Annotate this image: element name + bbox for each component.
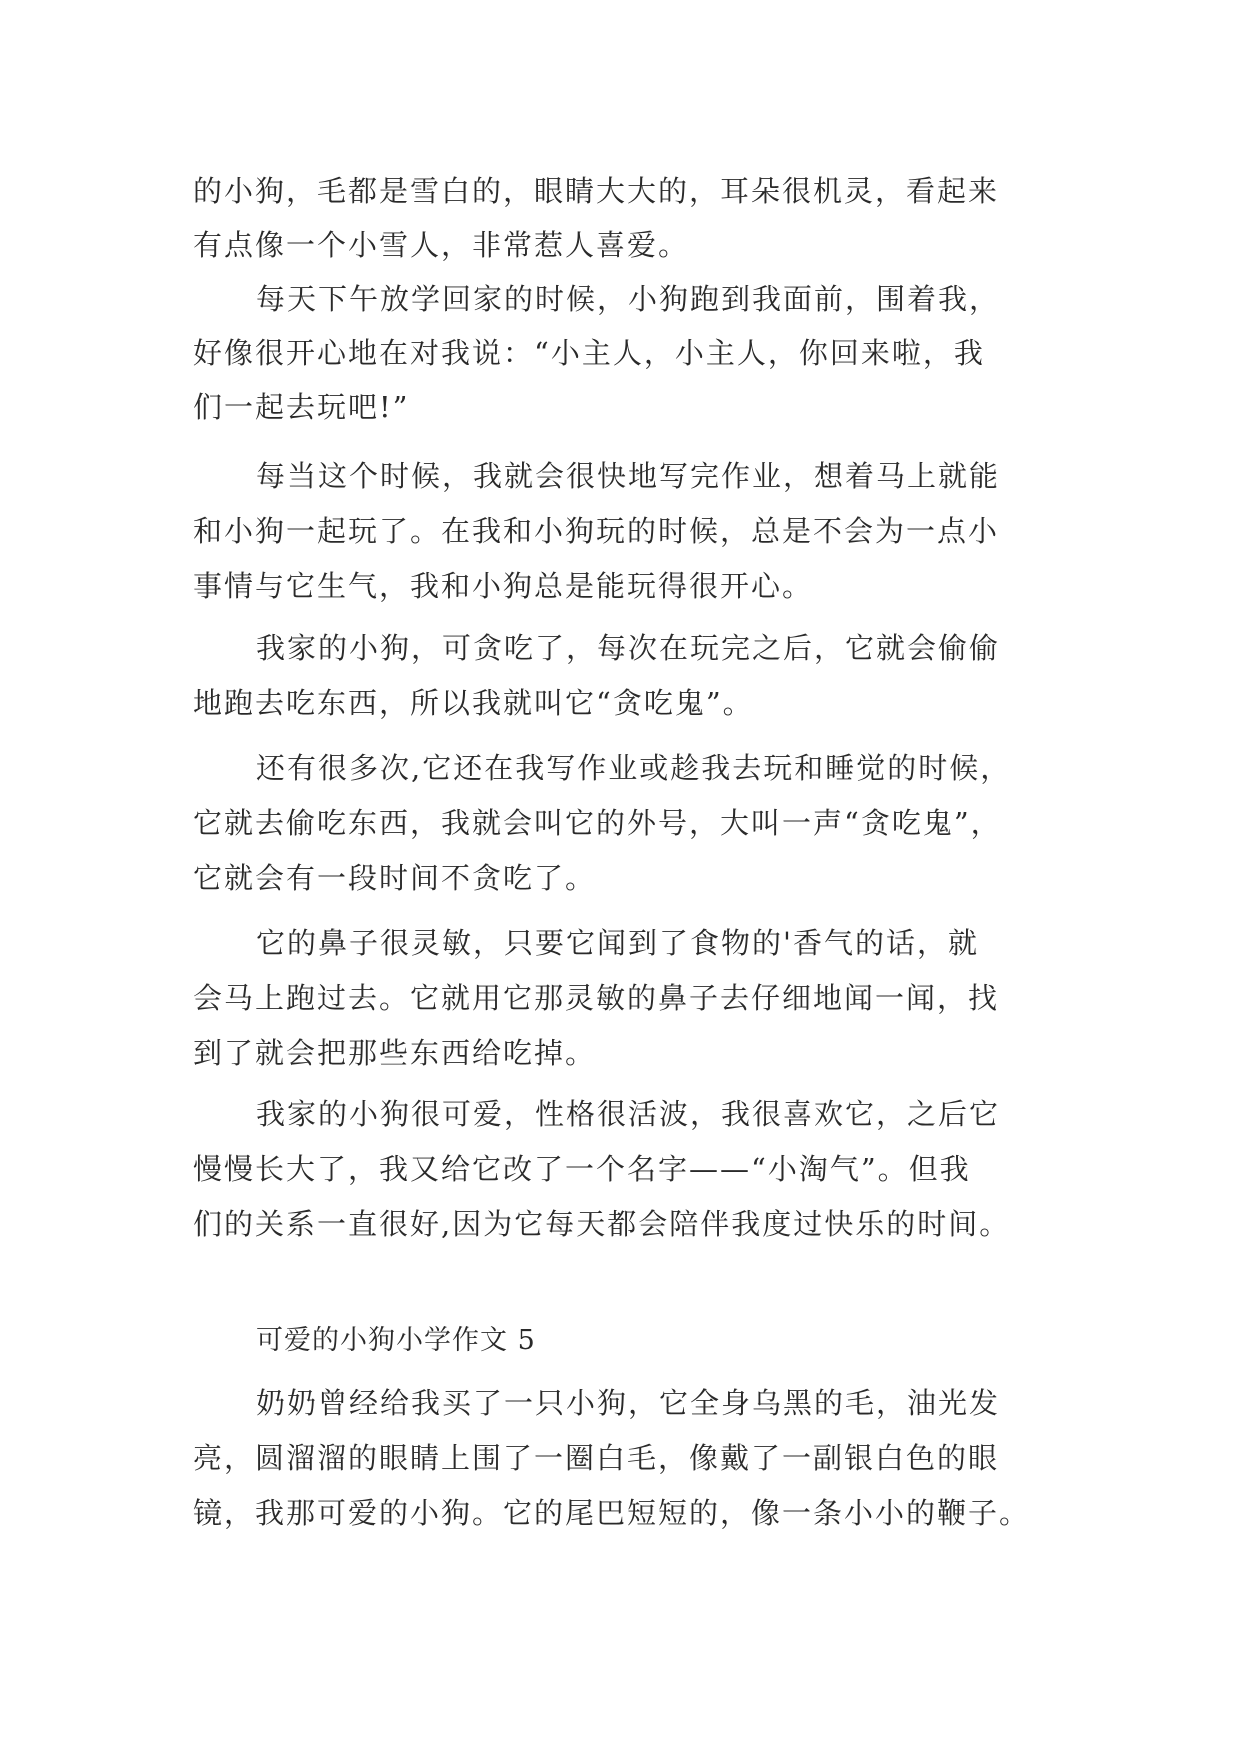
text-line: 们的关系一直很好,因为它每天都会陪伴我度过快乐的时间。	[193, 1207, 1011, 1241]
text-line: 有点像一个小雪人，非常惹人喜爱。	[193, 228, 690, 262]
text-line: 慢慢长大了，我又给它改了一个名字——“小淘气”。但我	[193, 1152, 971, 1186]
paragraph-start: 我家的小狗，可贪吃了，每次在玩完之后，它就会偷偷	[256, 631, 1001, 665]
text-line: 它就会有一段时间不贪吃了。	[193, 861, 597, 895]
paragraph-start: 每当这个时候，我就会很快地写完作业，想着马上就能	[256, 459, 1001, 493]
text-line: 到了就会把那些东西给吃掉。	[193, 1036, 597, 1070]
paragraph-start: 我家的小狗很可爱，性格很活波，我很喜欢它，之后它	[256, 1097, 1001, 1131]
paragraph-start: 还有很多次,它还在我写作业或趁我去玩和睡觉的时候，	[256, 751, 1012, 785]
text-line: 的小狗，毛都是雪白的，眼睛大大的，耳朵很机灵，看起来	[193, 174, 1000, 208]
text-line: 和小狗一起玩了。在我和小狗玩的时候，总是不会为一点小	[193, 514, 1000, 548]
text-line: 事情与它生气，我和小狗总是能玩得很开心。	[193, 569, 814, 603]
text-line: 它就去偷吃东西，我就会叫它的外号，大叫一声“贪吃鬼”，	[193, 806, 1002, 840]
text-line: 好像很开心地在对我说：“小主人，小主人，你回来啦，我	[193, 336, 985, 370]
section-heading: 可爱的小狗小学作文 5	[256, 1325, 536, 1356]
text-line: 地跑去吃东西，所以我就叫它“贪吃鬼”。	[193, 686, 754, 720]
paragraph-start: 奶奶曾经给我买了一只小狗，它全身乌黑的毛，油光发	[256, 1386, 1001, 1420]
paragraph-start: 每天下午放学回家的时候，小狗跑到我面前，围着我，	[256, 282, 1001, 316]
text-line: 镜，我那可爱的小狗。它的尾巴短短的，像一条小小的鞭子。	[193, 1496, 1031, 1530]
text-line: 会马上跑过去。它就用它那灵敏的鼻子去仔细地闻一闻，找	[193, 981, 1000, 1015]
text-line: 们一起去玩吧!”	[193, 390, 410, 424]
text-line: 亮，圆溜溜的眼睛上围了一圈白毛，像戴了一副银白色的眼	[193, 1441, 1000, 1475]
paragraph-start: 它的鼻子很灵敏，只要它闻到了食物的'香气的话，就	[256, 926, 979, 960]
